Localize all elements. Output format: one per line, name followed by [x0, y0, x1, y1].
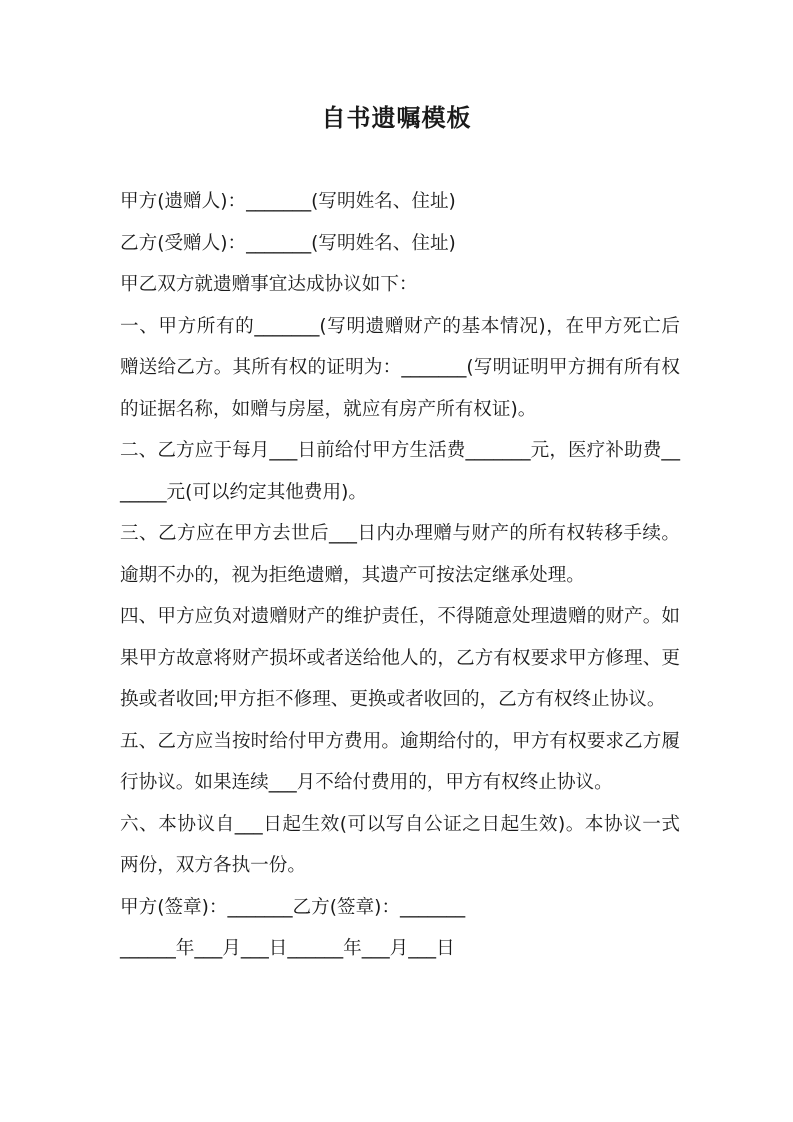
- agreement-intro: 甲乙双方就遗赠事宜达成协议如下：: [120, 274, 418, 295]
- document-title: 自书遗嘱模板: [321, 104, 472, 132]
- signature-line: 甲方(签章)：_______乙方(签章)：_______: [120, 896, 466, 918]
- date-line: ______年___月___日______年___月___日: [120, 938, 455, 959]
- clause-5: 五、乙方应当按时给付甲方费用。逾期给付的，甲方有权要求乙方履行协议。如果连续___月不给付费用的，甲方有权终止协议。: [120, 730, 680, 793]
- document-body: [120, 181, 680, 970]
- clause-3: 三、乙方应在甲方去世后___日内办理赠与财产的所有权转移手续。逾期不办的，视为拒绝遗赠，其遗产可按法定继承处理。: [120, 523, 680, 586]
- clause-6: 六、本协议自___日起生效(可以写自公证之日起生效)。本协议一式两份，双方各执一份。: [120, 813, 680, 876]
- party-a-line: 甲方(遗赠人)：_______(写明姓名、住址): [120, 191, 456, 212]
- clause-4: 四、甲方应负对遗赠财产的维护责任，不得随意处理遗赠的财产。如果甲方故意将财产损坏或者送给他人的，乙方有权要求甲方修理、更换或者收回;甲方拒不修理、更换或者收回的，乙方有权终止协议。: [120, 606, 680, 710]
- clause-1: 一、甲方所有的_______(写明遗赠财产的基本情况)，在甲方死亡后赠送给乙方。其所有权的证明为：_______(写明证明甲方拥有所有权的证据名称，如赠与房屋，就应有房产所有权证)。: [120, 315, 680, 420]
- clause-2: 二、乙方应于每月___日前给付甲方生活费_______元，医疗补助费_______元(可以约定其他费用)。: [120, 440, 680, 503]
- party-b-line: 乙方(受赠人)：_______(写明姓名、住址): [120, 232, 456, 254]
